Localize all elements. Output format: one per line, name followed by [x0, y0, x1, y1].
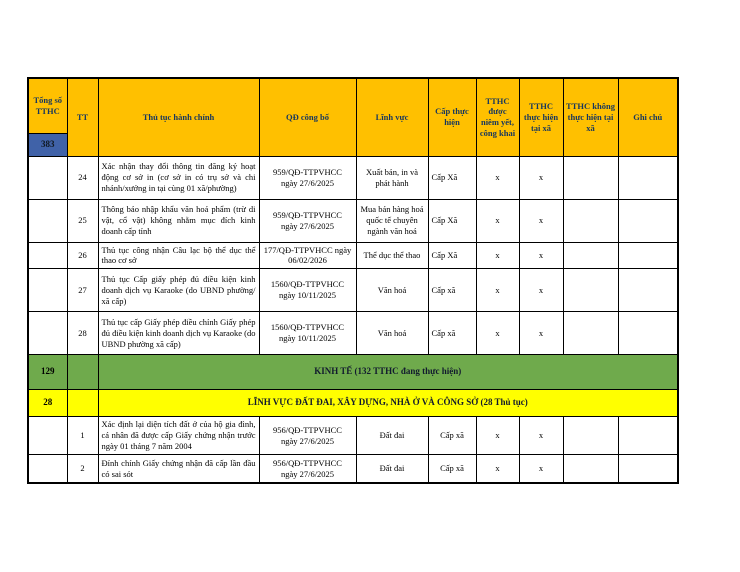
note-cell — [618, 242, 678, 269]
procedure-cell: Thủ tục Cấp giấy phép đủ điều kiện kinh doanh dịch vụ Karaoke (do UBND phường/ xã cấp) — [98, 269, 259, 312]
tt-cell: 2 — [67, 454, 98, 483]
decision-line: 959/QĐ-TTPVHCC — [273, 209, 342, 220]
table-row — [28, 417, 678, 455]
total-cell — [28, 269, 67, 312]
decision-line: ngày 27/6/2025 — [280, 177, 335, 188]
tt-cell: 26 — [67, 242, 98, 269]
posted-cell: x — [476, 417, 519, 455]
decision-line: ngày 27/6/2025 — [280, 220, 335, 231]
procedures-table — [27, 77, 679, 484]
tt-cell: 28 — [67, 312, 98, 355]
decision-line: 1560/QĐ-TTPVHCC — [270, 322, 345, 333]
procedure-cell: Đính chính Giấy chứng nhận đã cấp lần đầu có sai sót — [98, 454, 259, 483]
column-header-posted: TTHC được niêm yết, công khai — [476, 78, 519, 156]
decision-line: 1560/QĐ-TTPVHCC — [270, 279, 345, 290]
column-header-tt: TT — [67, 78, 98, 156]
decision-line: ngày 10/11/2025 — [278, 333, 337, 344]
column-header-done-at-commune: TTHC thực hiện tại xã — [519, 78, 563, 156]
column-header-not-done-at-commune: TTHC không thực hiện tại xã — [563, 78, 618, 156]
field-cell: Đất đai — [356, 417, 428, 455]
level-cell: Cấp xã — [428, 269, 476, 312]
header-row — [28, 78, 678, 133]
posted-cell: x — [476, 242, 519, 269]
decision-cell — [259, 269, 356, 312]
procedure-cell: Thủ tục công nhận Câu lạc bộ thể dục thể thao cơ sở — [98, 242, 259, 269]
section-row-economy — [28, 355, 678, 390]
field-cell: Văn hoá — [356, 312, 428, 355]
level-cell: Cấp xã — [428, 312, 476, 355]
tt-cell: 24 — [67, 156, 98, 199]
done-cell: x — [519, 269, 563, 312]
decision-cell — [259, 454, 356, 483]
decision-line: ngày 27/6/2025 — [280, 435, 335, 446]
not-done-cell — [563, 269, 618, 312]
procedure-cell: Xác định lại diện tích đất ở của hộ gia đình, cá nhân đã được cấp Giấy chứng nhận trước ngày 01 tháng 7 năm 2004 — [98, 417, 259, 455]
not-done-cell — [563, 242, 618, 269]
table-row — [28, 156, 678, 199]
decision-cell — [259, 312, 356, 355]
note-cell — [618, 156, 678, 199]
done-cell: x — [519, 454, 563, 483]
level-cell: Cấp xã — [428, 417, 476, 455]
note-cell — [618, 269, 678, 312]
field-cell: Xuất bản, in và phát hành — [356, 156, 428, 199]
decision-line: 956/QĐ-TTPVHCC — [273, 424, 342, 435]
section-count: 28 — [28, 390, 67, 417]
total-cell — [28, 199, 67, 242]
decision-cell — [259, 417, 356, 455]
section-title: LĨNH VỰC ĐẤT ĐAI, XÂY DỰNG, NHÀ Ở VÀ CÔNG SỞ (28 Thủ tục) — [98, 390, 678, 417]
section-empty-cell — [67, 390, 98, 417]
not-done-cell — [563, 312, 618, 355]
done-cell: x — [519, 242, 563, 269]
table-row — [28, 312, 678, 355]
column-header-decision: QĐ công bố — [259, 78, 356, 156]
column-header-level: Cấp thực hiện — [428, 78, 476, 156]
tt-cell: 25 — [67, 199, 98, 242]
not-done-cell — [563, 417, 618, 455]
field-cell: Văn hoá — [356, 269, 428, 312]
decision-cell — [259, 199, 356, 242]
total-cell — [28, 156, 67, 199]
procedure-cell: Thủ tục cấp Giấy phép điều chỉnh Giấy phép đủ điều kiện kinh doanh dịch vụ Karaoke (do UBND phường xã cấp) — [98, 312, 259, 355]
decision-line: ngày 27/6/2025 — [280, 468, 335, 479]
total-count-cell: 383 — [28, 133, 67, 156]
section-count: 129 — [28, 355, 67, 390]
section-title: KINH TẾ (132 TTHC đang thực hiện) — [98, 355, 678, 390]
not-done-cell — [563, 199, 618, 242]
procedure-cell: Xác nhận thay đổi thông tin đăng ký hoạt động cơ sở in (cơ sở in có trụ sở và chi nhánh/xưởng in tại cùng 01 xã/phường) — [98, 156, 259, 199]
posted-cell: x — [476, 312, 519, 355]
done-cell: x — [519, 199, 563, 242]
decision-line: 177/QĐ-TTPVHCC ngày — [263, 244, 352, 255]
decision-line: 956/QĐ-TTPVHCC — [273, 457, 342, 468]
column-header-note: Ghi chú — [618, 78, 678, 156]
done-cell: x — [519, 156, 563, 199]
decision-line: ngày 10/11/2025 — [278, 290, 337, 301]
field-cell: Đất đai — [356, 454, 428, 483]
posted-cell: x — [476, 156, 519, 199]
level-cell: Cấp xã — [428, 454, 476, 483]
table-row — [28, 454, 678, 483]
note-cell — [618, 199, 678, 242]
field-cell: Mua bán hàng hoá quốc tế chuyên ngành văn hoá — [356, 199, 428, 242]
decision-cell — [259, 156, 356, 199]
posted-cell: x — [476, 454, 519, 483]
total-cell — [28, 242, 67, 269]
decision-cell — [259, 242, 356, 269]
total-cell — [28, 417, 67, 455]
level-cell: Cấp Xã — [428, 242, 476, 269]
section-empty-cell — [67, 355, 98, 390]
note-cell — [618, 312, 678, 355]
decision-line: 06/02/2026 — [288, 255, 327, 266]
column-header-total: Tổng số TTHC — [28, 78, 67, 133]
procedure-cell: Thông báo nhập khẩu văn hoá phẩm (trừ di vật, cổ vật) không nhằm mục đích kinh doanh cấp tỉnh — [98, 199, 259, 242]
table-row — [28, 269, 678, 312]
tt-cell: 27 — [67, 269, 98, 312]
level-cell: Cấp Xã — [428, 199, 476, 242]
field-cell: Thể dục thể thao — [356, 242, 428, 269]
posted-cell: x — [476, 269, 519, 312]
note-cell — [618, 417, 678, 455]
column-header-procedure: Thủ tục hành chính — [98, 78, 259, 156]
done-cell: x — [519, 312, 563, 355]
done-cell: x — [519, 417, 563, 455]
section-row-land — [28, 390, 678, 417]
not-done-cell — [563, 454, 618, 483]
tt-cell: 1 — [67, 417, 98, 455]
level-cell: Cấp Xã — [428, 156, 476, 199]
table-row — [28, 242, 678, 269]
posted-cell: x — [476, 199, 519, 242]
not-done-cell — [563, 156, 618, 199]
note-cell — [618, 454, 678, 483]
total-cell — [28, 454, 67, 483]
decision-line: 959/QĐ-TTPVHCC — [273, 166, 342, 177]
column-header-field: Lĩnh vực — [356, 78, 428, 156]
table-row — [28, 199, 678, 242]
total-cell — [28, 312, 67, 355]
